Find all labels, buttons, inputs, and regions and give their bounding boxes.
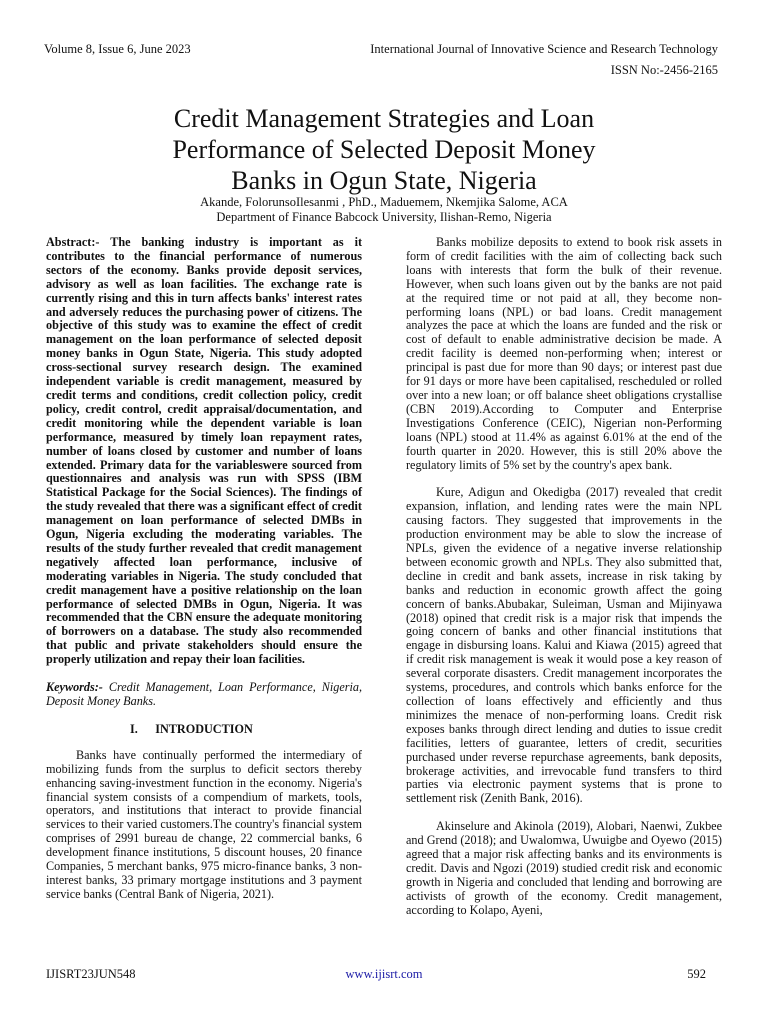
section-heading (46, 723, 362, 737)
footer-website-link[interactable]: www.ijisrt.com (345, 967, 423, 981)
page-number: 592 (687, 967, 706, 981)
left-column (46, 236, 362, 902)
body-paragraph: Kure, Adigun and Okedigba (2017) revealed that credit expansion, inflation, and lending rates were the main NPL causing factors. They suggested that improvements in the production environment may be able to slow the increase of NPLs, given the evidence of a negative inverse relationship between economic growth and NPLs. They also submitted that, decline in credit and bank assets, increase in risk taking by banks and reduction in economic growth affect the going concern of banks.Abubakar, Suleiman, Usman and Mijinyawa (2018) opined that credit risk is a major risk that impends the going concern of banks and other financial institutions that engage in disbursing loans. Kalui and Kiawa (2015) agreed that if credit risk management is weak it would pose a key reason of several corporate disasters. Credit management incorporates the systems, procedures, and controls which banks enforce for the collection of loans effectively and efficiently and thus minimizes the menace of non-performing loans. Credit risk exposes banks through direct lending and duties to issue credit facilities, letters of guarantee, letters of credit, securities purchased under reverse repurchase agreements, bank deposits, brokerage activities, and irrevocable fund transfers to third parties via electronic payment systems that is prone to settlement risk (Zenith Bank, 2016). (406, 485, 722, 806)
issn: ISSN No:-2456-2165 (610, 63, 718, 77)
affiliation: Department of Finance Babcock University, Ilishan-Remo, Nigeria (216, 210, 552, 224)
authors: Akande, FolorunsoIlesanmi , PhD., Maduemem, Nkemjika Salome, ACA (200, 195, 568, 209)
keywords-text: Credit Management, Loan Performance, Nigeria, Deposit Money Banks. (46, 680, 363, 708)
title-line: Credit Management Strategies and Loan (173, 104, 595, 134)
abstract-text: The banking industry is important as it contributes to the financial performance of numerous sectors of the economy. Banks provide deposit services, advisory as well as loan facilities. The exchange rate is currently rising and this in turn affects banks' interest rates and adversely reduces the purchasing power of citizens. The objective of this study was to examine the effect of credit management on the loan performance of selected deposit money banks in Ogun State, Nigeria. This study adopted cross-sectional survey research design. The examined independent variable is credit management, measured by credit terms and conditions, credit collection policy, credit policy, credit control, credit appraisal/documentation, and credit monitoring while the dependent variable is loan performance, measured by timely loan repayment rates, number of loans closed by customer and number of loans extended. Primary data for the variableswere sourced from questionnaires and analysis was run with SPSS (IBM Statistical Package for the Social Sciences). The findings of the study revealed that there was a significant effect of credit management on loan performance of selected DMBs in Ogun, Nigeria excluding the moderating variables. The results of the study further revealed that credit management negatively affected loan performance, inclusive of moderating variables in Nigeria. The study concluded that credit management have a positive relationship on the loan performance of selected DMBs in Ogun, Nigeria. It was recommended that the CBN ensure the adequate monitoring of borrowers on a database. The study also recommended that public and private stakeholders should ensure the properly utilization and repay their loan facilities. (46, 235, 363, 667)
paper-title (60, 103, 708, 196)
title-line: Banks in Ogun State, Nigeria (231, 166, 537, 196)
abstract (46, 236, 362, 667)
volume-info: Volume 8, Issue 6, June 2023 (44, 42, 191, 56)
abstract-label: Abstract:- (46, 235, 100, 249)
intro-paragraph: Banks have continually performed the intermediary of mobilizing funds from the surplus to deficit sectors thereby enhancing saving-investment function in the economy. Nigeria's financial system consists of a compendium of markets, tools, operators, and institutions that interact to provide financial services to their varied customers.The country's financial system comprises of 2991 bureau de change, 22 commercial banks, 6 development finance institutions, 5 discount houses, 20 finance Companies, 5 merchant banks, 975 micro-finance banks, 3 non-interest banks, 33 primary mortgage institutions and 3 payment service banks (Central Bank of Nigeria, 2021). (46, 747, 362, 901)
section-title: INTRODUCTION (155, 721, 253, 736)
author-block (40, 195, 728, 225)
right-column (406, 236, 722, 918)
section-number: I. (130, 721, 138, 736)
footer-code: IJISRT23JUN548 (46, 967, 136, 981)
journal-name: International Journal of Innovative Science and Research Technology (370, 42, 718, 56)
footer-website-wrap (0, 967, 768, 982)
title-line: Performance of Selected Deposit Money (172, 135, 596, 165)
body-paragraph: Akinselure and Akinola (2019), Alobari, Naenwi, Zukbee and Grend (2018); and Uwalomwa, Uwuigbe and Oyewo (2015) agreed that a major risk affecting banks and its environments is credit. Davis and Ngozi (2019) studied credit risk and economic growth in Nigeria and concluded that lending and borrowing are activists of growth of the economy. Credit management, according to Kolapo, Ayeni, (406, 819, 722, 917)
body-paragraph: Banks mobilize deposits to extend to book risk assets in form of credit facilities with the aim of collecting back such loans with interests that form the bulk of their revenue. However, when such loans given out by the banks are not paid at the required time or not paid at all, they become non-performing loans (NPL) or bad loans. Credit management analyzes the pace at which the loans are funded and the risk or cost of default to enable administrative decision be made. A credit facility is deemed non-performing when; interest or principal is past due for more than 90 days; or interest past due for 91 days or more have been capitalised, rescheduled or rolled over into a new loan; or off balance sheet obligations crystallise (CBN 2019).According to Computer and Enterprise Investigations Conference (CEIC), Nigerian non-Performing loans (NPL) stood at 11.4% as against 6.01% at the end of the fourth quarter in 2020. However, this is still 20% above the regulatory limits of 5% set by the country's apex bank. (406, 235, 722, 472)
keywords (46, 681, 362, 709)
keywords-label: Keywords:- (46, 680, 103, 695)
